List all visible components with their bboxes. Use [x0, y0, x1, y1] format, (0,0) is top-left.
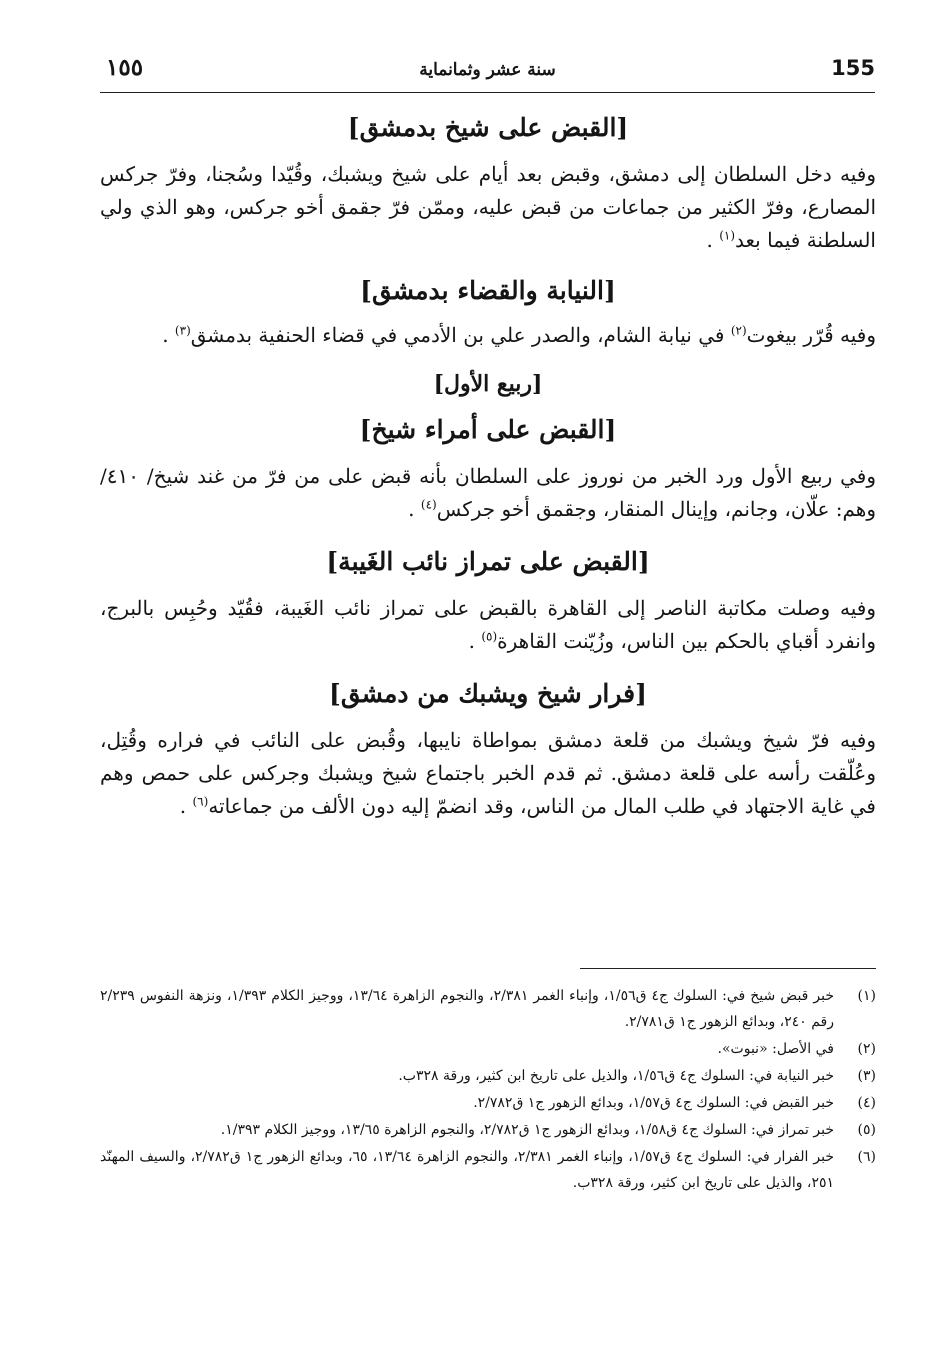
footnote-text: خبر القبض في: السلوك ج٤ ق١/٥٧، وبدائع الزهور ج١ ق٢/٧٨٢.: [473, 1095, 834, 1111]
footnote-number: (٢): [857, 1041, 876, 1057]
section-paragraph: [100, 460, 876, 526]
running-title: سنة عشر وثمانماية: [419, 60, 556, 80]
paragraph-end: .: [162, 323, 169, 347]
paragraph-end: .: [179, 794, 187, 818]
footnote-text: خبر النيابة في: السلوك ج٤ ق١/٥٦، والذيل على تاريخ ابن كثير، ورقة ٣٢٨ب.: [398, 1068, 834, 1084]
footnote-marker: (٤): [420, 497, 437, 512]
footnote-number: (٣): [857, 1068, 876, 1084]
footnote-number: (١): [857, 988, 876, 1004]
footnote: [100, 1090, 876, 1116]
section-heading: [القبض على تمراز نائب الغَيبة]: [326, 547, 650, 576]
section-paragraph: [100, 724, 876, 823]
paragraph-text: في نيابة الشام، والصدر علي بن الأدمي في قضاء الحنفية بدمشق: [190, 323, 731, 347]
section-heading: [القبض على أمراء شيخ]: [359, 415, 617, 444]
section-paragraph: [100, 319, 876, 352]
footnote-number: (٥): [857, 1122, 876, 1138]
paragraph-text: وفيه دخل السلطان إلى دمشق، وقبض بعد أيام على شيخ ويشبك، وقُيّدا وسُجنا، وفرّ جركس المصارع، وفرّ الكثير من جماعات من قبض عليه، وممّن فرّ جقمق أخو جركس، وهو الذي ولي السلطنة فيما بعد: [100, 162, 876, 252]
paragraph-end: .: [706, 228, 713, 252]
page-number-arabic: ١٥٥: [106, 54, 144, 81]
footnote: [100, 1036, 876, 1062]
month-heading: [ربيع الأول]: [433, 371, 543, 397]
footnote-text: خبر الفرار في: السلوك ج٤ ق١/٥٧، وإنباء الغمر ٢/٣٨١، والنجوم الزاهرة ١٣/٦٤، ٦٥، وبدائع الزهور ج١ ق٢/٧٨٢، والسيف المهنّد ٢٥١، والذيل على تاريخ ابن كثير، ورقة ٣٢٨ب.: [100, 1149, 835, 1191]
paragraph-text: وفي ربيع الأول ورد الخبر من نوروز على السلطان بأنه قبض على من فرّ من غند شيخ/ ٤١٠/وهم: علّان، وجانم، وإينال المنقار، وجقمق أخو جركس: [100, 464, 876, 521]
footnote-text: خبر قبض شيخ في: السلوك ج٤ ق١/٥٦، وإنباء الغمر ٢/٣٨١، والنجوم الزاهرة ١٣/٦٤، ووجيز الكلام ١/٣٩٣، ونزهة النفوس ٢/٢٣٩ رقم ٢٤٠، وبدائع الزهور ج١ ق٢/٧٨١.: [100, 988, 834, 1030]
footnote-marker: (٦): [192, 794, 209, 809]
section-paragraph: [100, 158, 876, 257]
section-paragraph: [100, 592, 876, 658]
footnote-number: (٤): [857, 1095, 876, 1111]
running-header: [100, 52, 875, 93]
footnotes: [100, 968, 876, 1197]
footnote-number: (٦): [857, 1149, 876, 1165]
paragraph-text: وفيه قُرّر بيغوت: [746, 323, 876, 347]
section-heading: [النيابة والقضاء بدمشق]: [360, 276, 616, 305]
page-number-latin: 155: [831, 56, 875, 80]
footnote: [100, 1144, 876, 1196]
footnote: [100, 1063, 876, 1089]
paragraph-text: وفيه وصلت مكاتبة الناصر إلى القاهرة بالقبض على تمراز نائب الغَيبة، فقُيّد وحُبِس بالبرج، وانفرد أقباي بالحكم بين الناس، وزُيّنت القاهرة: [100, 596, 876, 653]
footnote-marker: (١): [719, 228, 736, 243]
main-text: [100, 108, 876, 823]
footnote: [100, 983, 876, 1035]
section-heading: [فرار شيخ ويشبك من دمشق]: [329, 679, 647, 708]
paragraph-text: وفيه فرّ شيخ ويشبك من قلعة دمشق بمواطاة نايبها، وقُبض على النائب في فراره وقُتِل، وعُلّقت رأسه على قلعة دمشق. ثم قدم الخبر باجتماع شيخ ويشبك وجركس على حمص وهم في غاية الاجتهاد في طلب المال من الناس، وقد انضمّ إليه دون الألف من جماعاته: [100, 728, 876, 818]
paragraph-end: .: [468, 629, 475, 653]
footnote: [100, 1117, 876, 1143]
footnote-marker: (٣): [174, 323, 191, 338]
footnote-text: خبر تمراز في: السلوك ج٤ ق١/٥٨، وبدائع الزهور ج١ ق٢/٧٨٢، والنجوم الزاهرة ١٣/٦٥، ووجيز الكلام ١/٣٩٣.: [220, 1122, 834, 1138]
footnote-marker: (٥): [481, 629, 498, 644]
footnote-marker: (٢): [730, 323, 747, 338]
footnote-rule: [580, 968, 876, 969]
section-heading: [القبض على شيخ بدمشق]: [347, 113, 629, 142]
paragraph-end: .: [408, 497, 415, 521]
footnote-text: في الأصل: «نبوت».: [717, 1041, 834, 1057]
